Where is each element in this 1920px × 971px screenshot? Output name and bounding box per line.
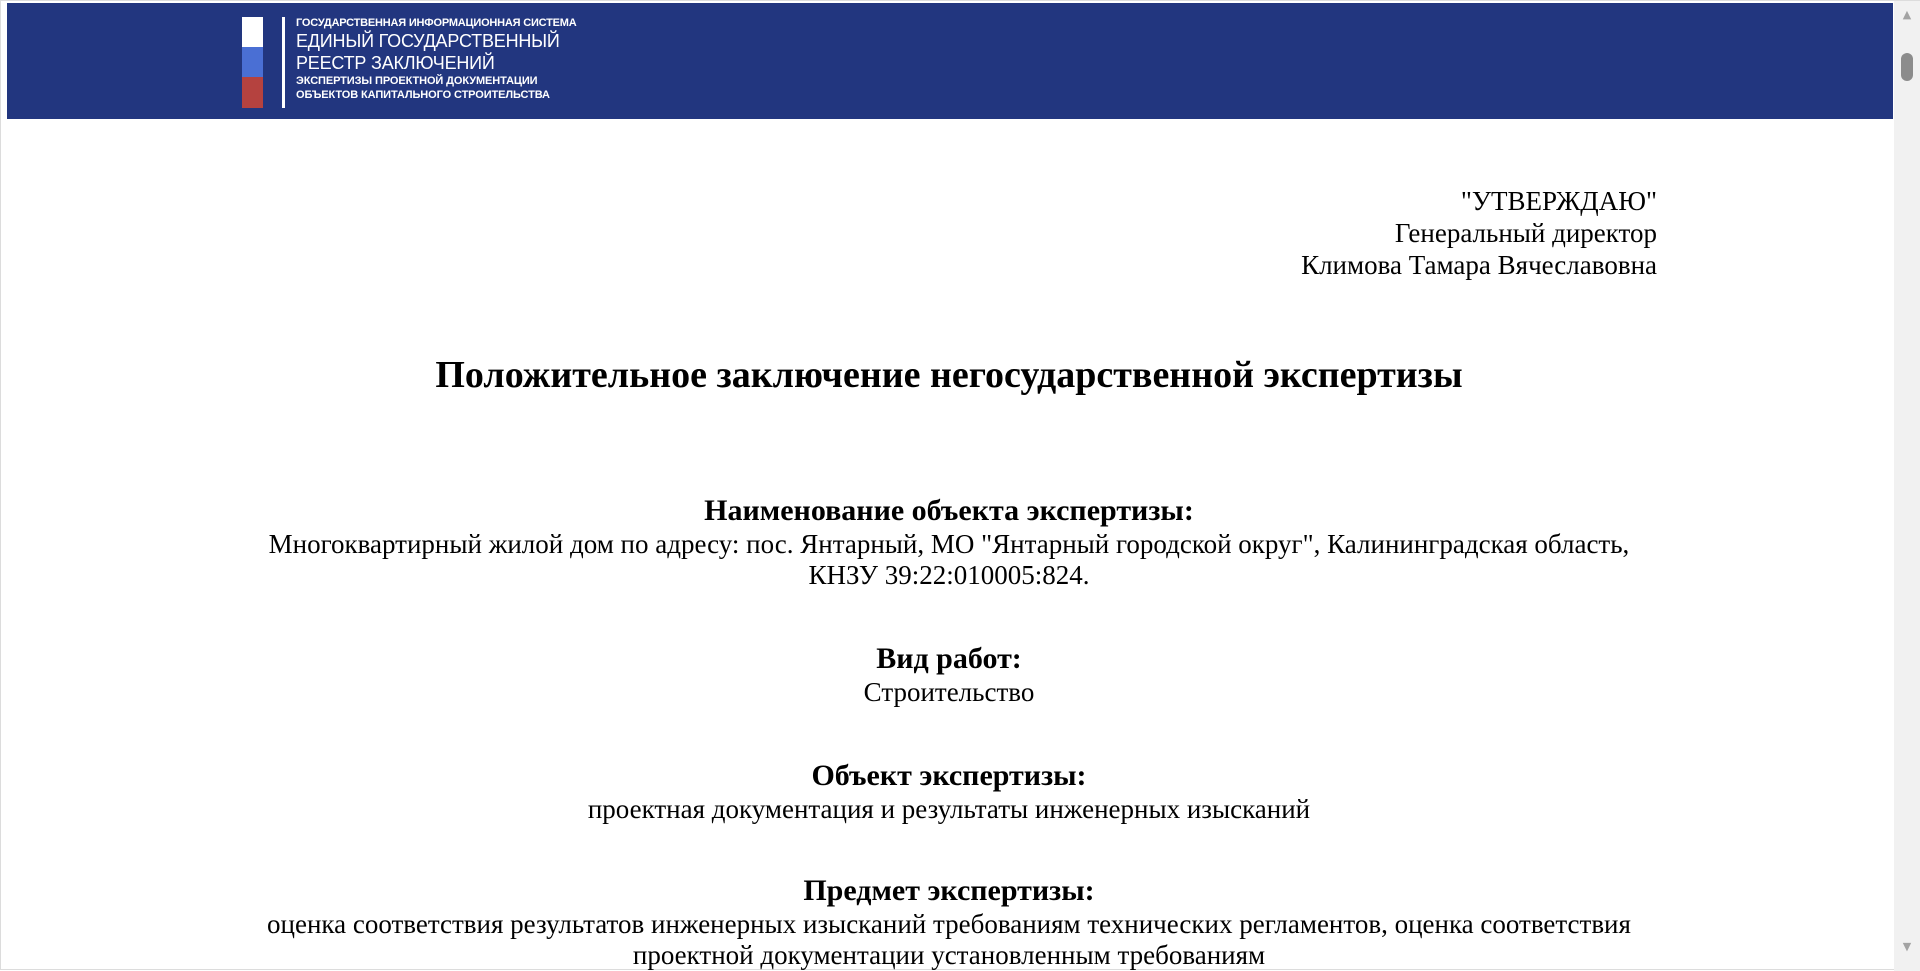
logo-divider [282,17,285,108]
approver-name: Климова Тамара Вячеславовна [1301,250,1657,280]
logo-line-subtitle-1: ЭКСПЕРТИЗЫ ПРОЕКТНОЙ ДОКУМЕНТАЦИИ [296,75,538,87]
site-logo[interactable] [296,17,577,102]
section-value: Строительство [863,677,1035,707]
russian-flag-icon [242,17,263,108]
section-value: оценка соответствия результатов инженерных изысканий требованиям технических регламентов, оценка соответствия проектной документации установленным требованиям [267,909,1631,970]
section-expertise-object [241,758,1657,825]
scroll-up-arrow-icon[interactable]: ▲ [1902,8,1912,21]
approver-position: Генеральный директор [1394,218,1657,248]
site-header [7,3,1893,119]
section-object-name [241,493,1657,591]
section-work-type [241,641,1657,708]
section-value: проектная документация и результаты инженерных изысканий [587,794,1311,824]
section-heading: Наименование объекта экспертизы: [704,494,1194,527]
section-heading: Вид работ: [876,642,1022,675]
section-heading: Предмет экспертизы: [803,874,1095,907]
section-heading: Объект экспертизы: [811,759,1087,792]
section-expertise-subject [241,873,1657,971]
vertical-scrollbar[interactable] [1894,1,1920,971]
document-title: Положительное заключение негосударственной экспертизы [435,354,1463,396]
logo-line-title-2: РЕЕСТР ЗАКЛЮЧЕНИЙ [296,53,495,73]
scroll-down-arrow-icon[interactable]: ▼ [1902,940,1912,953]
scroll-thumb[interactable] [1901,53,1913,81]
logo-line-title-1: ЕДИНЫЙ ГОСУДАРСТВЕННЫЙ [296,31,560,51]
approval-block [1301,185,1657,281]
approval-stamp: "УТВЕРЖДАЮ" [1460,186,1657,216]
logo-line-system: ГОСУДАРСТВЕННАЯ ИНФОРМАЦИОННАЯ СИСТЕМА [296,17,577,29]
logo-line-subtitle-2: ОБЪЕКТОВ КАПИТАЛЬНОГО СТРОИТЕЛЬСТВА [296,89,550,101]
section-value: Многоквартирный жилой дом по адресу: пос. Янтарный, МО "Янтарный городской округ", Калининградская область, КНЗУ 39:22:010005:824. [268,529,1630,590]
